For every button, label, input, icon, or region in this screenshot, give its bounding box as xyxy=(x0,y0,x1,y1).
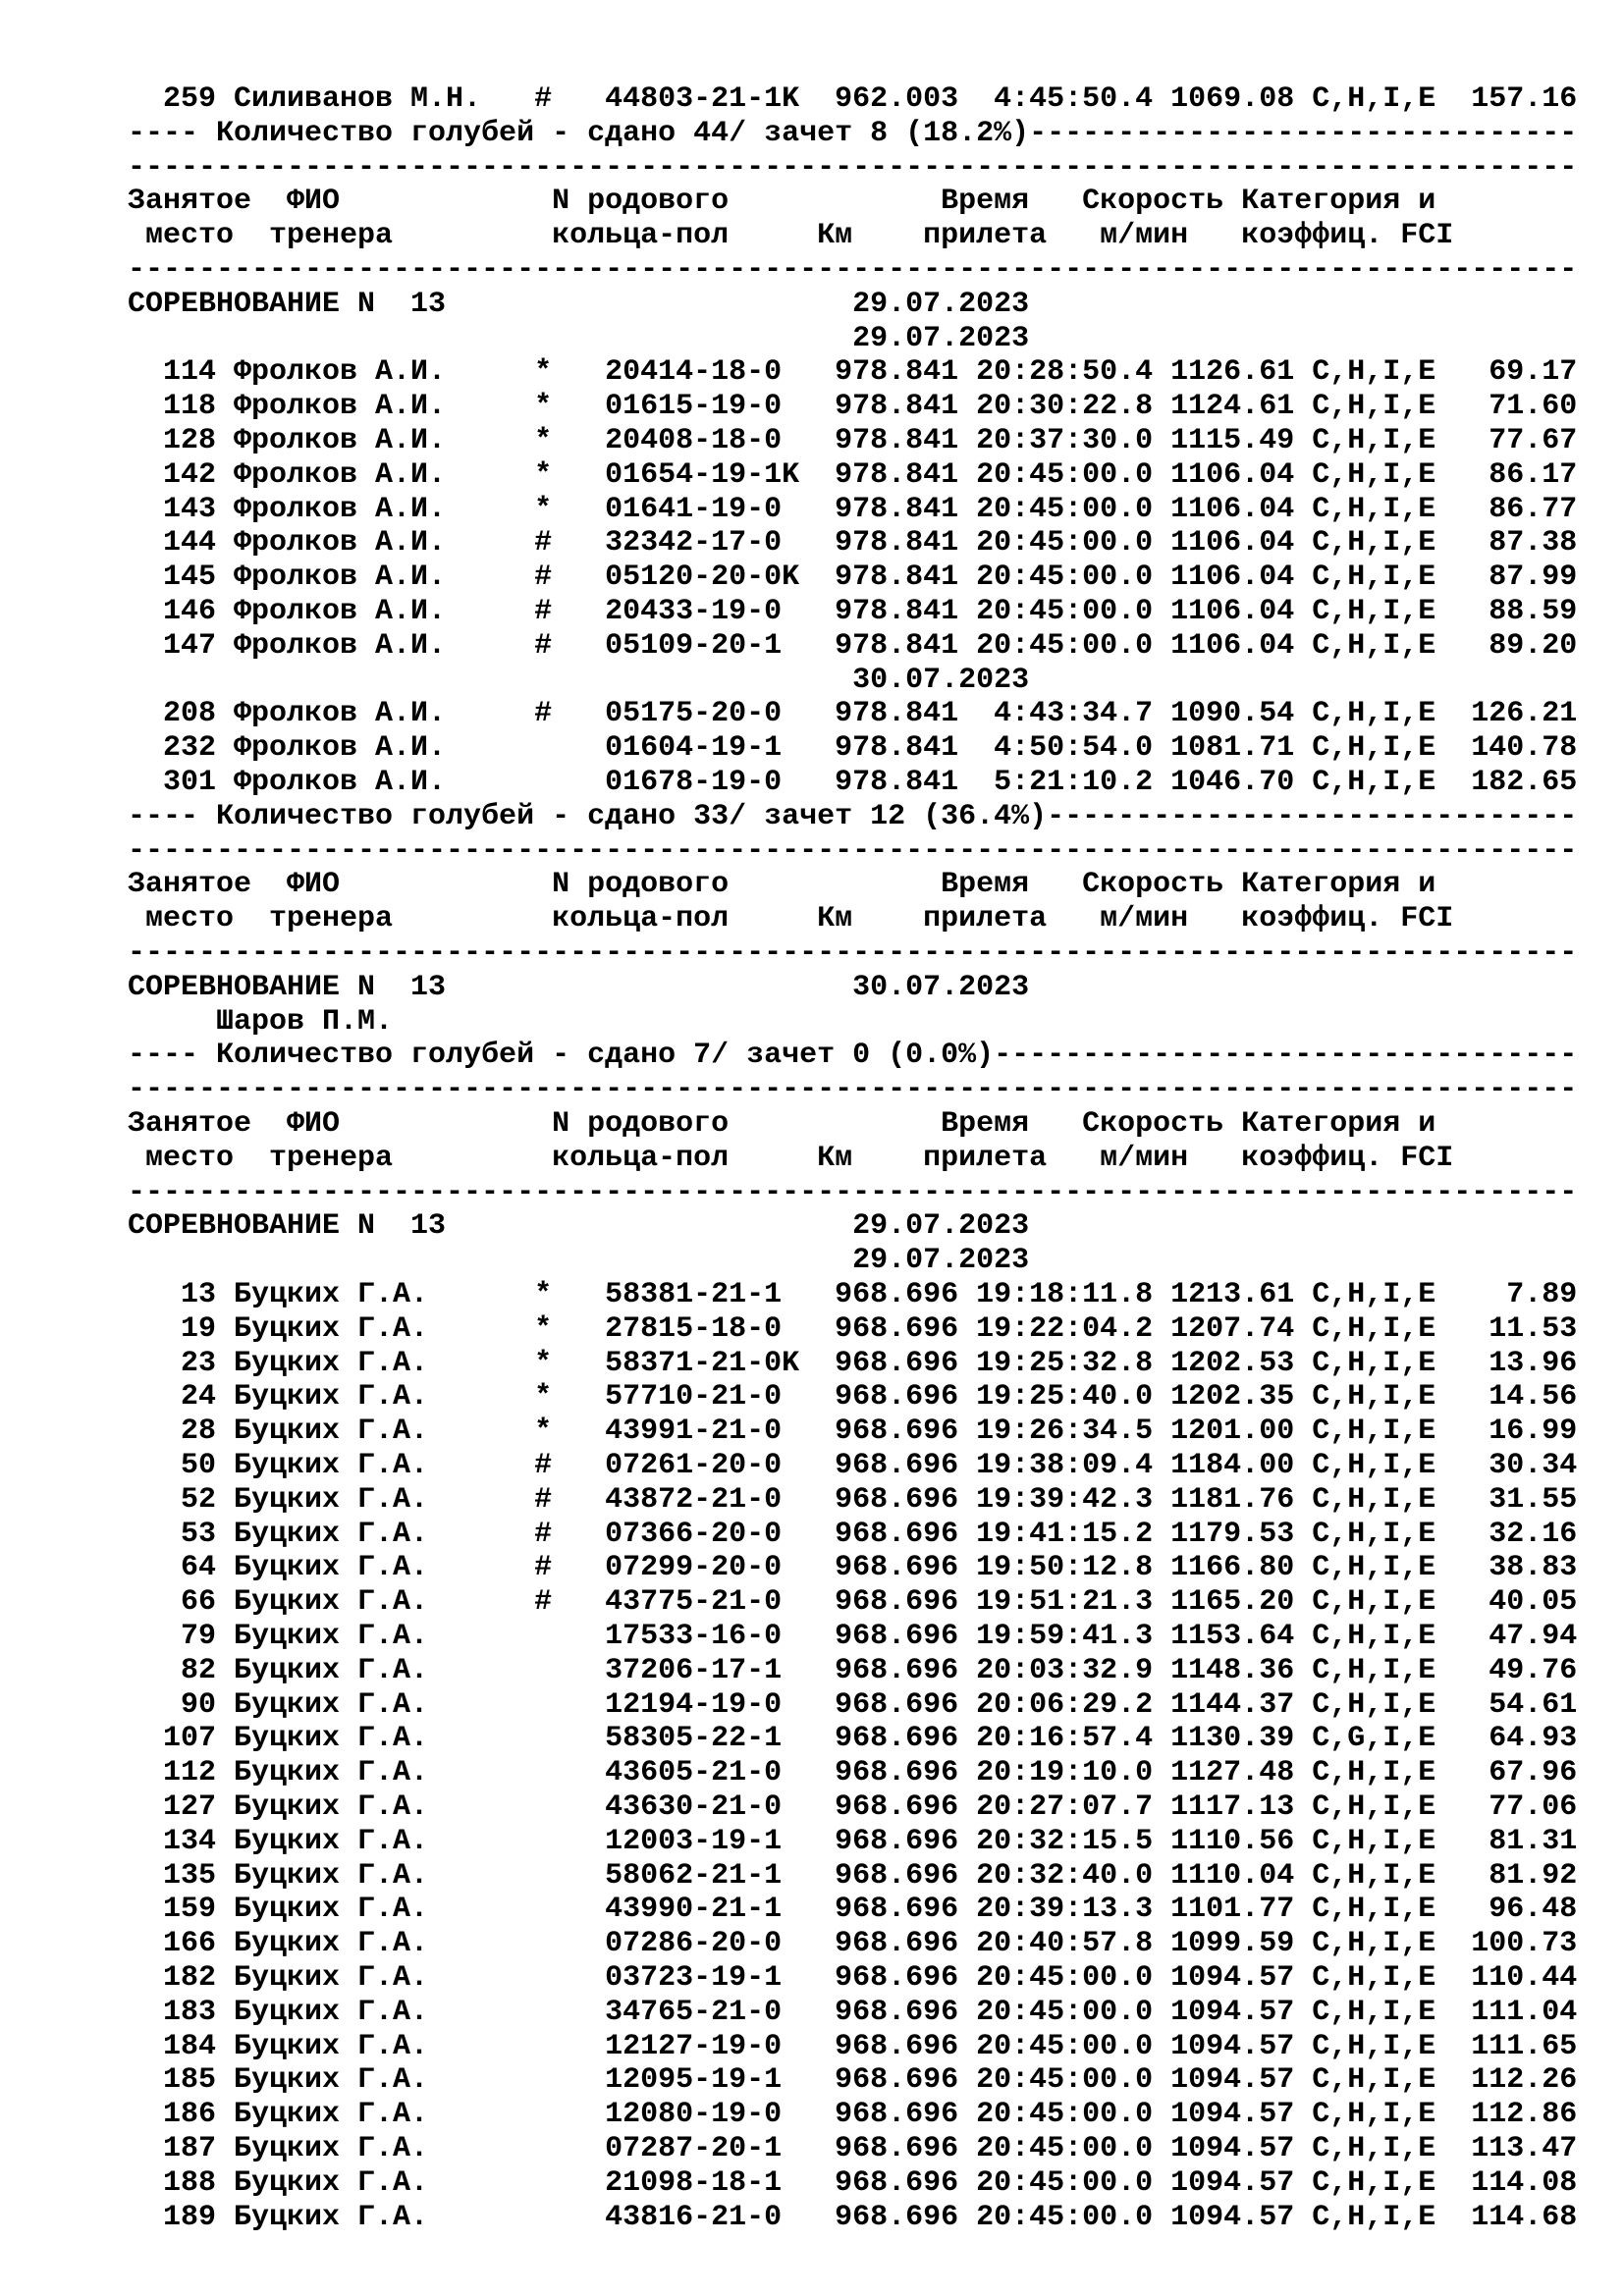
column-header: место тренера кольца-пол Км прилета м/мин коэффиц. FCI xyxy=(128,902,1454,936)
result-row: 50 Буцких Г.А. # 07261-20-0 968.696 19:38:09.4 1184.00 C,H,I,E 30.34 xyxy=(128,1449,1578,1482)
competition-header: СОРЕВНОВАНИЕ N 13 30.07.2023 xyxy=(128,970,1030,1004)
result-row: 145 Фролков А.И. # 05120-20-0K 978.841 20:45:00.0 1106.04 C,H,I,E 87.99 xyxy=(128,561,1578,595)
separator-line: ---------------------------------------------------------------------------------- xyxy=(128,936,1578,970)
result-row: 114 Фролков А.И. * 20414-18-0 978.841 20:28:50.4 1126.61 C,H,I,E 69.17 xyxy=(128,355,1578,390)
result-row: 112 Буцких Г.А. 43605-21-0 968.696 20:19:10.0 1127.48 C,H,I,E 67.96 xyxy=(128,1756,1578,1790)
result-row: 128 Фролков А.И. * 20408-18-0 978.841 20:37:30.0 1115.49 C,H,I,E 77.67 xyxy=(128,424,1578,457)
date-line: 30.07.2023 xyxy=(128,663,1030,697)
column-header: Занятое ФИО N родового Время Скорость Категория и xyxy=(128,868,1436,902)
result-row: 189 Буцких Г.А. 43816-21-0 968.696 20:45:00.0 1094.57 C,H,I,E 114.68 xyxy=(128,2200,1578,2234)
result-row: 146 Фролков А.И. # 20433-19-0 978.841 20:45:00.0 1106.04 C,H,I,E 88.59 xyxy=(128,595,1578,628)
result-row: 127 Буцких Г.А. 43630-21-0 968.696 20:27:07.7 1117.13 C,H,I,E 77.06 xyxy=(128,1790,1578,1824)
result-row: 166 Буцких Г.А. 07286-20-0 968.696 20:40:57.8 1099.59 C,H,I,E 100.73 xyxy=(128,1927,1578,1961)
result-row: 118 Фролков А.И. * 01615-19-0 978.841 20:30:22.8 1124.61 C,H,I,E 71.60 xyxy=(128,390,1578,424)
separator-line: ---------------------------------------------------------------------------------- xyxy=(128,1175,1578,1209)
separator-line: ---------------------------------------------------------------------------------- xyxy=(128,253,1578,287)
result-row: 232 Фролков А.И. 01604-19-1 978.841 4:50:54.0 1081.71 C,H,I,E 140.78 xyxy=(128,731,1578,766)
result-row: 143 Фролков А.И. * 01641-19-0 978.841 20:45:00.0 1106.04 C,H,I,E 86.77 xyxy=(128,492,1578,526)
separator-line: ---------------------------------------------------------------------------------- xyxy=(128,833,1578,868)
competition-header: СОРЕВНОВАНИЕ N 13 29.07.2023 xyxy=(128,287,1030,321)
column-header: Занятое ФИО N родового Время Скорость Категория и xyxy=(128,185,1436,219)
result-row: 147 Фролков А.И. # 05109-20-1 978.841 20:45:00.0 1106.04 C,H,I,E 89.20 xyxy=(128,628,1578,663)
result-row: 107 Буцких Г.А. 58305-22-1 968.696 20:16:57.4 1130.39 C,G,I,E 64.93 xyxy=(128,1722,1578,1756)
summary-line: ---- Количество голубей - сдано 44/ зачет 8 (18.2%)------------------------------- xyxy=(128,116,1578,150)
result-row: 187 Буцких Г.А. 07287-20-1 968.696 20:45:00.0 1094.57 C,H,I,E 113.47 xyxy=(128,2132,1578,2165)
date-line: 29.07.2023 xyxy=(128,1244,1030,1278)
result-row: 144 Фролков А.И. # 32342-17-0 978.841 20:45:00.0 1106.04 C,H,I,E 87.38 xyxy=(128,526,1578,561)
column-header: место тренера кольца-пол Км прилета м/мин коэффиц. FCI xyxy=(128,1141,1454,1175)
result-row: 64 Буцких Г.А. # 07299-20-0 968.696 19:50:12.8 1166.80 C,H,I,E 38.83 xyxy=(128,1551,1578,1585)
result-row: 183 Буцких Г.А. 34765-21-0 968.696 20:45:00.0 1094.57 C,H,I,E 111.04 xyxy=(128,1995,1578,2029)
result-row: 208 Фролков А.И. # 05175-20-0 978.841 4:43:34.7 1090.54 C,H,I,E 126.21 xyxy=(128,697,1578,731)
result-row: 185 Буцких Г.А. 12095-19-1 968.696 20:45:00.0 1094.57 C,H,I,E 112.26 xyxy=(128,2063,1578,2098)
column-header: Занятое ФИО N родового Время Скорость Категория и xyxy=(128,1107,1436,1141)
result-row: 52 Буцких Г.А. # 43872-21-0 968.696 19:39:42.3 1181.76 C,H,I,E 31.55 xyxy=(128,1482,1578,1517)
result-row: 159 Буцких Г.А. 43990-21-1 968.696 20:39:13.3 1101.77 C,H,I,E 96.48 xyxy=(128,1893,1578,1927)
result-row: 79 Буцких Г.А. 17533-16-0 968.696 19:59:41.3 1153.64 C,H,I,E 47.94 xyxy=(128,1620,1578,1653)
competition-header: СОРЕВНОВАНИЕ N 13 29.07.2023 xyxy=(128,1209,1030,1244)
date-line: 29.07.2023 xyxy=(128,321,1030,355)
text-line: Шаров П.М. xyxy=(128,1004,394,1039)
result-row: 186 Буцких Г.А. 12080-19-0 968.696 20:45:00.0 1094.57 C,H,I,E 112.86 xyxy=(128,2098,1578,2132)
summary-line: ---- Количество голубей - сдано 7/ зачет 0 (0.0%)--------------------------------- xyxy=(128,1039,1578,1073)
result-row: 301 Фролков А.И. 01678-19-0 978.841 5:21:10.2 1046.70 C,H,I,E 182.65 xyxy=(128,766,1578,799)
result-row: 259 Силиванов М.Н. # 44803-21-1K 962.003 4:45:50.4 1069.08 C,H,I,E 157.16 xyxy=(128,82,1578,116)
separator-line: ---------------------------------------------------------------------------------- xyxy=(128,150,1578,185)
result-row: 13 Буцких Г.А. * 58381-21-1 968.696 19:18:11.8 1213.61 C,H,I,E 7.89 xyxy=(128,1278,1578,1311)
result-row: 24 Буцких Г.А. * 57710-21-0 968.696 19:25:40.0 1202.35 C,H,I,E 14.56 xyxy=(128,1380,1578,1415)
result-row: 184 Буцких Г.А. 12127-19-0 968.696 20:45:00.0 1094.57 C,H,I,E 111.65 xyxy=(128,2029,1578,2063)
result-row: 53 Буцких Г.А. # 07366-20-0 968.696 19:41:15.2 1179.53 C,H,I,E 32.16 xyxy=(128,1517,1578,1551)
result-row: 188 Буцких Г.А. 21098-18-1 968.696 20:45:00.0 1094.57 C,H,I,E 114.08 xyxy=(128,2165,1578,2200)
result-row: 28 Буцких Г.А. * 43991-21-0 968.696 19:26:34.5 1201.00 C,H,I,E 16.99 xyxy=(128,1415,1578,1449)
separator-line: ---------------------------------------------------------------------------------- xyxy=(128,1073,1578,1107)
result-row: 90 Буцких Г.А. 12194-19-0 968.696 20:06:29.2 1144.37 C,H,I,E 54.61 xyxy=(128,1687,1578,1722)
result-row: 134 Буцких Г.А. 12003-19-1 968.696 20:32:15.5 1110.56 C,H,I,E 81.31 xyxy=(128,1824,1578,1858)
result-row: 135 Буцких Г.А. 58062-21-1 968.696 20:32:40.0 1110.04 C,H,I,E 81.92 xyxy=(128,1858,1578,1893)
result-row: 142 Фролков А.И. * 01654-19-1K 978.841 20:45:00.0 1106.04 C,H,I,E 86.17 xyxy=(128,457,1578,492)
result-row: 23 Буцких Г.А. * 58371-21-0K 968.696 19:25:32.8 1202.53 C,H,I,E 13.96 xyxy=(128,1346,1578,1380)
result-row: 19 Буцких Г.А. * 27815-18-0 968.696 19:22:04.2 1207.74 C,H,I,E 11.53 xyxy=(128,1311,1578,1346)
result-row: 66 Буцких Г.А. # 43775-21-0 968.696 19:51:21.3 1165.20 C,H,I,E 40.05 xyxy=(128,1585,1578,1620)
column-header: место тренера кольца-пол Км прилета м/мин коэффиц. FCI xyxy=(128,219,1454,253)
summary-line: ---- Количество голубей - сдано 33/ зачет 12 (36.4%)------------------------------ xyxy=(128,799,1578,833)
result-row: 182 Буцких Г.А. 03723-19-1 968.696 20:45:00.0 1094.57 C,H,I,E 110.44 xyxy=(128,1961,1578,1995)
result-row: 82 Буцких Г.А. 37206-17-1 968.696 20:03:32.9 1148.36 C,H,I,E 49.76 xyxy=(128,1653,1578,1687)
